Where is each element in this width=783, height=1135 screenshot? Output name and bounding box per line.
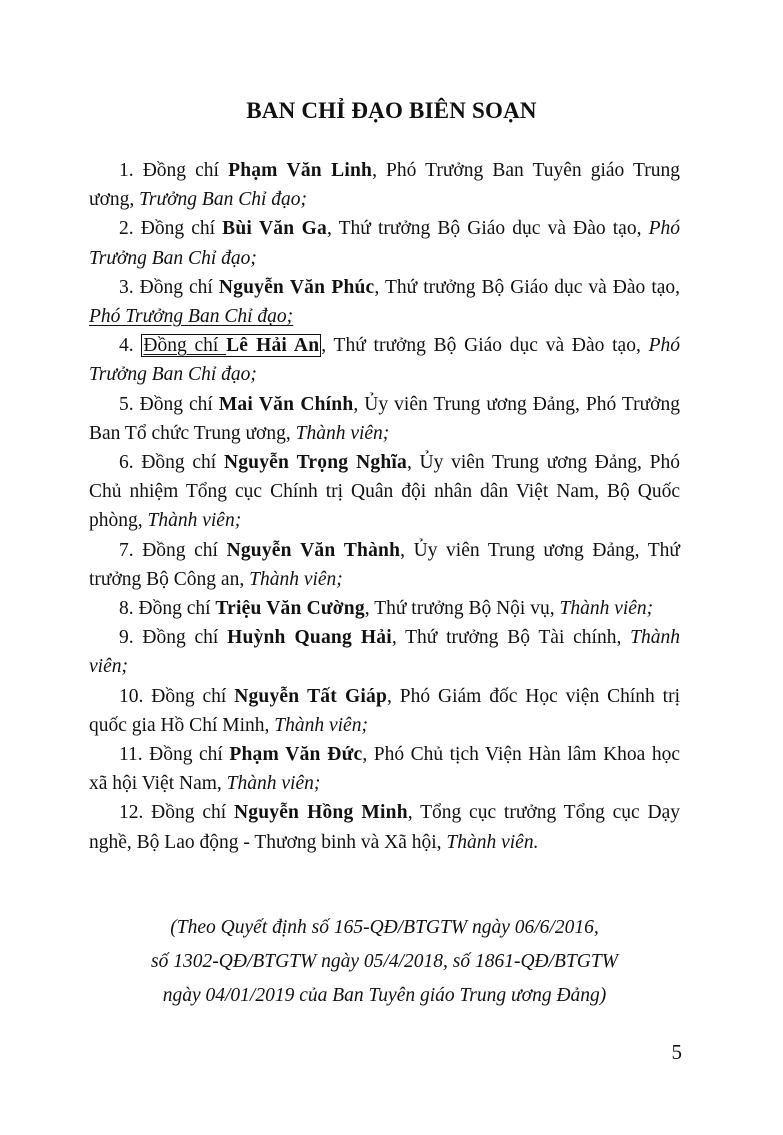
member-number: 2. Đồng chí	[119, 218, 223, 240]
member-role: Thành viên;	[226, 773, 321, 795]
member-description: , Tổng cục trưởng Tổng cục Dạy nghề, Bộ Lao động - Thương binh và Xã hội,	[89, 802, 681, 853]
member-number: 4.	[119, 335, 142, 357]
member-name: Nguyễn Trọng Nghĩa	[223, 452, 407, 474]
member-role: Thành viên;	[249, 568, 343, 590]
member-name: Lê Hải An	[226, 335, 320, 357]
page-title: BAN CHỈ ĐẠO BIÊN SOẠN	[246, 98, 537, 123]
member-description: , Thứ trưởng Bộ Giáo dục và Đào tạo,	[321, 335, 649, 357]
decision-note	[89, 911, 680, 1013]
member-item-7	[89, 536, 680, 594]
member-description: , Thứ trưởng Bộ Giáo dục và Đào tạo,	[374, 276, 681, 298]
member-name-prefix: Đồng chí	[143, 335, 227, 357]
member-description: , Ủy viên Trung ương Đảng, Thứ trưởng Bộ Công an,	[89, 539, 680, 590]
page-number: 5	[671, 1040, 682, 1064]
highlighted-name-box	[141, 334, 321, 357]
member-role: Thành viên;	[295, 422, 390, 444]
member-role: Thành viên;	[559, 598, 654, 620]
member-item-10	[89, 682, 680, 740]
member-item-4	[89, 331, 680, 389]
member-description: , Phó Chủ tịch Viện Hàn lâm Khoa học xã hội Việt Nam,	[89, 744, 680, 795]
member-name: Mai Văn Chính	[218, 393, 354, 415]
member-number: 12. Đồng chí	[119, 802, 234, 824]
member-description: , Thứ trưởng Bộ Tài chính,	[391, 627, 631, 649]
member-role: Thành viên;	[89, 627, 680, 678]
member-number: 7. Đồng chí	[119, 539, 227, 561]
member-role: Thành viên;	[147, 510, 242, 532]
member-item-2	[89, 214, 680, 272]
member-description: , Phó Trưởng Ban Tuyên giáo Trung ương,	[89, 160, 680, 211]
member-role: Phó Trưởng Ban Chỉ đạo;	[89, 335, 681, 386]
member-list	[89, 156, 680, 857]
member-description: , Thứ trưởng Bộ Giáo dục và Đào tạo,	[326, 218, 649, 240]
member-description: , Ủy viên Trung ương Đảng, Phó Chủ nhiệm Tổng cục Chính trị Quân đội nhân dân Việt Nam, Bộ Quốc phòng,	[89, 452, 680, 532]
member-name: Huỳnh Quang Hải	[227, 627, 392, 649]
member-item-11	[89, 740, 680, 798]
member-name: Nguyễn Hồng Minh	[233, 802, 408, 824]
note-line-2: số 1302-QĐ/BTGTW ngày 05/4/2018, số 1861-QĐ/BTGTW	[151, 951, 618, 972]
member-description: , Ủy viên Trung ương Đảng, Phó Trưởng Ban Tổ chức Trung ương,	[89, 393, 680, 444]
note-line-3: ngày 04/01/2019 của Ban Tuyên giáo Trung ương Đảng)	[162, 985, 607, 1006]
member-description: , Thứ trưởng Bộ Nội vụ,	[364, 598, 560, 620]
member-item-12	[89, 798, 680, 856]
member-number: 10. Đồng chí	[119, 685, 235, 707]
member-number: 1. Đồng chí	[119, 160, 229, 181]
member-description: , Phó Giám đốc Học viện Chính trị quốc gia Hồ Chí Minh,	[89, 685, 680, 736]
member-role: Thành viên.	[446, 831, 539, 853]
member-name: Bùi Văn Ga	[222, 218, 327, 240]
member-role: Phó Trưởng Ban Chỉ đạo;	[89, 306, 294, 328]
member-number: 6. Đồng chí	[119, 452, 224, 474]
member-item-5	[89, 390, 680, 448]
member-item-6	[89, 448, 680, 536]
member-number: 8. Đồng chí	[119, 598, 216, 620]
member-number: 3. Đồng chí	[119, 276, 219, 298]
member-name: Phạm Văn Linh	[228, 160, 373, 181]
note-line-1: (Theo Quyết định số 165-QĐ/BTGTW ngày 06/6/2016,	[170, 917, 599, 938]
member-number: 9. Đồng chí	[119, 627, 228, 649]
member-name: Nguyễn Văn Thành	[226, 539, 401, 561]
member-role: Trưởng Ban Chỉ đạo;	[139, 189, 307, 211]
member-name: Nguyễn Tất Giáp	[234, 685, 387, 707]
member-number: 5. Đồng chí	[119, 393, 219, 415]
member-item-8	[89, 594, 680, 623]
member-item-1	[89, 156, 680, 214]
member-item-3	[89, 273, 680, 331]
member-name: Triệu Văn Cường	[215, 598, 365, 620]
member-item-9	[89, 623, 680, 681]
member-name: Phạm Văn Đức	[229, 744, 363, 766]
member-number: 11. Đồng chí	[119, 744, 230, 766]
member-role: Phó Trưởng Ban Chỉ đạo;	[89, 218, 681, 269]
member-role: Thành viên;	[274, 714, 368, 736]
member-name: Nguyễn Văn Phúc	[218, 276, 375, 298]
